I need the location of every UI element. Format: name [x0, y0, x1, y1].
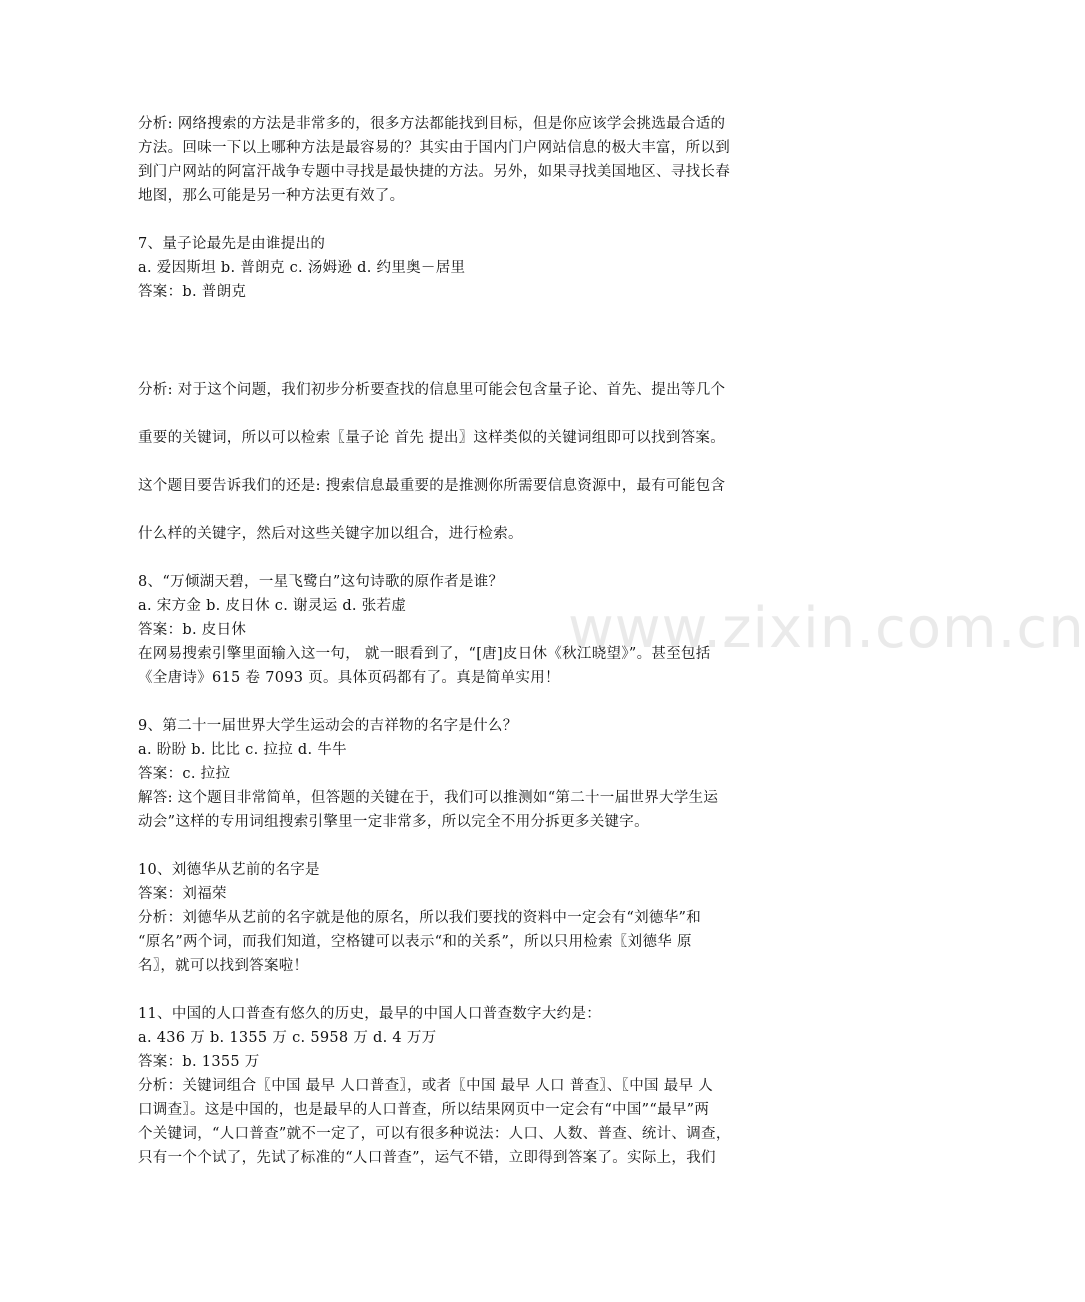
question-11-analysis: 个关键词，“人口普查”就不一定了，可以有很多种说法：人口、人数、普查、统计、调查， [138, 1126, 731, 1142]
question-8-note: 《全唐诗》615 卷 7093 页。具体页码都有了。真是简单实用！ [138, 670, 560, 686]
question-9-answer: 答案：c. 拉拉 [138, 766, 231, 782]
question-8-options: a. 宋方金 b. 皮日休 c. 谢灵运 d. 张若虚 [138, 598, 407, 614]
question-7-answer: 答案：b. 普朗克 [138, 284, 247, 300]
question-10-analysis: “原名”两个词，而我们知道，空格键可以表示“和的关系”，所以只用检索〖刘德华 原 [138, 934, 692, 950]
question-7-analysis: 这个题目要告诉我们的还是: 搜索信息最重要的是推测你所需要信息资源中，最有可能包含 [138, 478, 726, 494]
para-analysis-line: 地图，那么可能是另一种方法更有效了。 [138, 188, 405, 204]
question-9-explanation: 解答: 这个题目非常简单，但答题的关键在于，我们可以推测如“第二十一届世界大学生运 [138, 790, 719, 806]
question-11-analysis: 分析：关键词组合〖中国 最早 人口普查〗，或者〖中国 最早 人口 普查〗、〖中国 最早 人 [138, 1078, 714, 1094]
question-7-options: a. 爱因斯坦 b. 普朗克 c. 汤姆逊 d. 约里奥－居里 [138, 260, 466, 276]
question-8-note: 在网易搜索引擎里面输入这一句， 就一眼看到了，“[唐]皮日休《秋江晓望》”。甚至包括 [138, 646, 711, 662]
question-11-options: a. 436 万 b. 1355 万 c. 5958 万 d. 4 万万 [138, 1030, 437, 1046]
para-analysis-line: 方法。回味一下以上哪种方法是最容易的？其实由于国内门户网站信息的极大丰富，所以到 [138, 140, 730, 156]
question-10-analysis: 分析：刘德华从艺前的名字就是他的原名，所以我们要找的资料中一定会有“刘德华”和 [138, 910, 702, 926]
para-analysis-line: 分析: 网络搜索的方法是非常多的，很多方法都能找到目标，但是你应该学会挑选最合适的 [138, 116, 726, 132]
question-10-answer: 答案：刘福荣 [138, 886, 227, 902]
question-10-analysis: 名〗，就可以找到答案啦！ [138, 958, 309, 974]
question-7: 7、量子论最先是由谁提出的 [138, 236, 326, 252]
question-9-options: a. 盼盼 b. 比比 c. 拉拉 d. 牛牛 [138, 742, 347, 758]
question-7-analysis: 分析: 对于这个问题，我们初步分析要查找的信息里可能会包含量子论、首先、提出等几个 [138, 382, 726, 398]
question-11-answer: 答案：b. 1355 万 [138, 1054, 260, 1070]
question-11: 11、中国的人口普查有悠久的历史，最早的中国人口普查数字大约是： [138, 1006, 602, 1022]
question-8-answer: 答案：b. 皮日休 [138, 622, 247, 638]
question-9-explanation: 动会”这样的专用词组搜索引擎里一定非常多，所以完全不用分拆更多关键字。 [138, 814, 649, 830]
watermark: www.zixin.com.cn [568, 596, 1085, 661]
question-11-analysis: 口调查〗。这是中国的，也是最早的人口普查，所以结果网页中一定会有“中国”“最早”两 [138, 1102, 710, 1118]
question-9: 9、第二十一届世界大学生运动会的吉祥物的名字是什么？ [138, 718, 518, 734]
question-10: 10、刘德华从艺前的名字是 [138, 862, 320, 878]
question-7-analysis: 什么样的关键字，然后对这些关键字加以组合，进行检索。 [138, 526, 523, 542]
question-11-analysis: 只有一个个试了，先试了标准的“人口普查”，运气不错，立即得到答案了。实际上，我们 [138, 1150, 716, 1166]
question-7-analysis: 重要的关键词，所以可以检索〖量子论 首先 提出〗这样类似的关键词组即可以找到答案。 [138, 430, 726, 446]
question-8: 8、“万倾湖天碧，一星飞鹭白”这句诗歌的原作者是谁？ [138, 574, 504, 590]
para-analysis-line: 到门户网站的阿富汗战争专题中寻找是最快捷的方法。另外，如果寻找美国地区、寻找长春 [138, 164, 730, 180]
